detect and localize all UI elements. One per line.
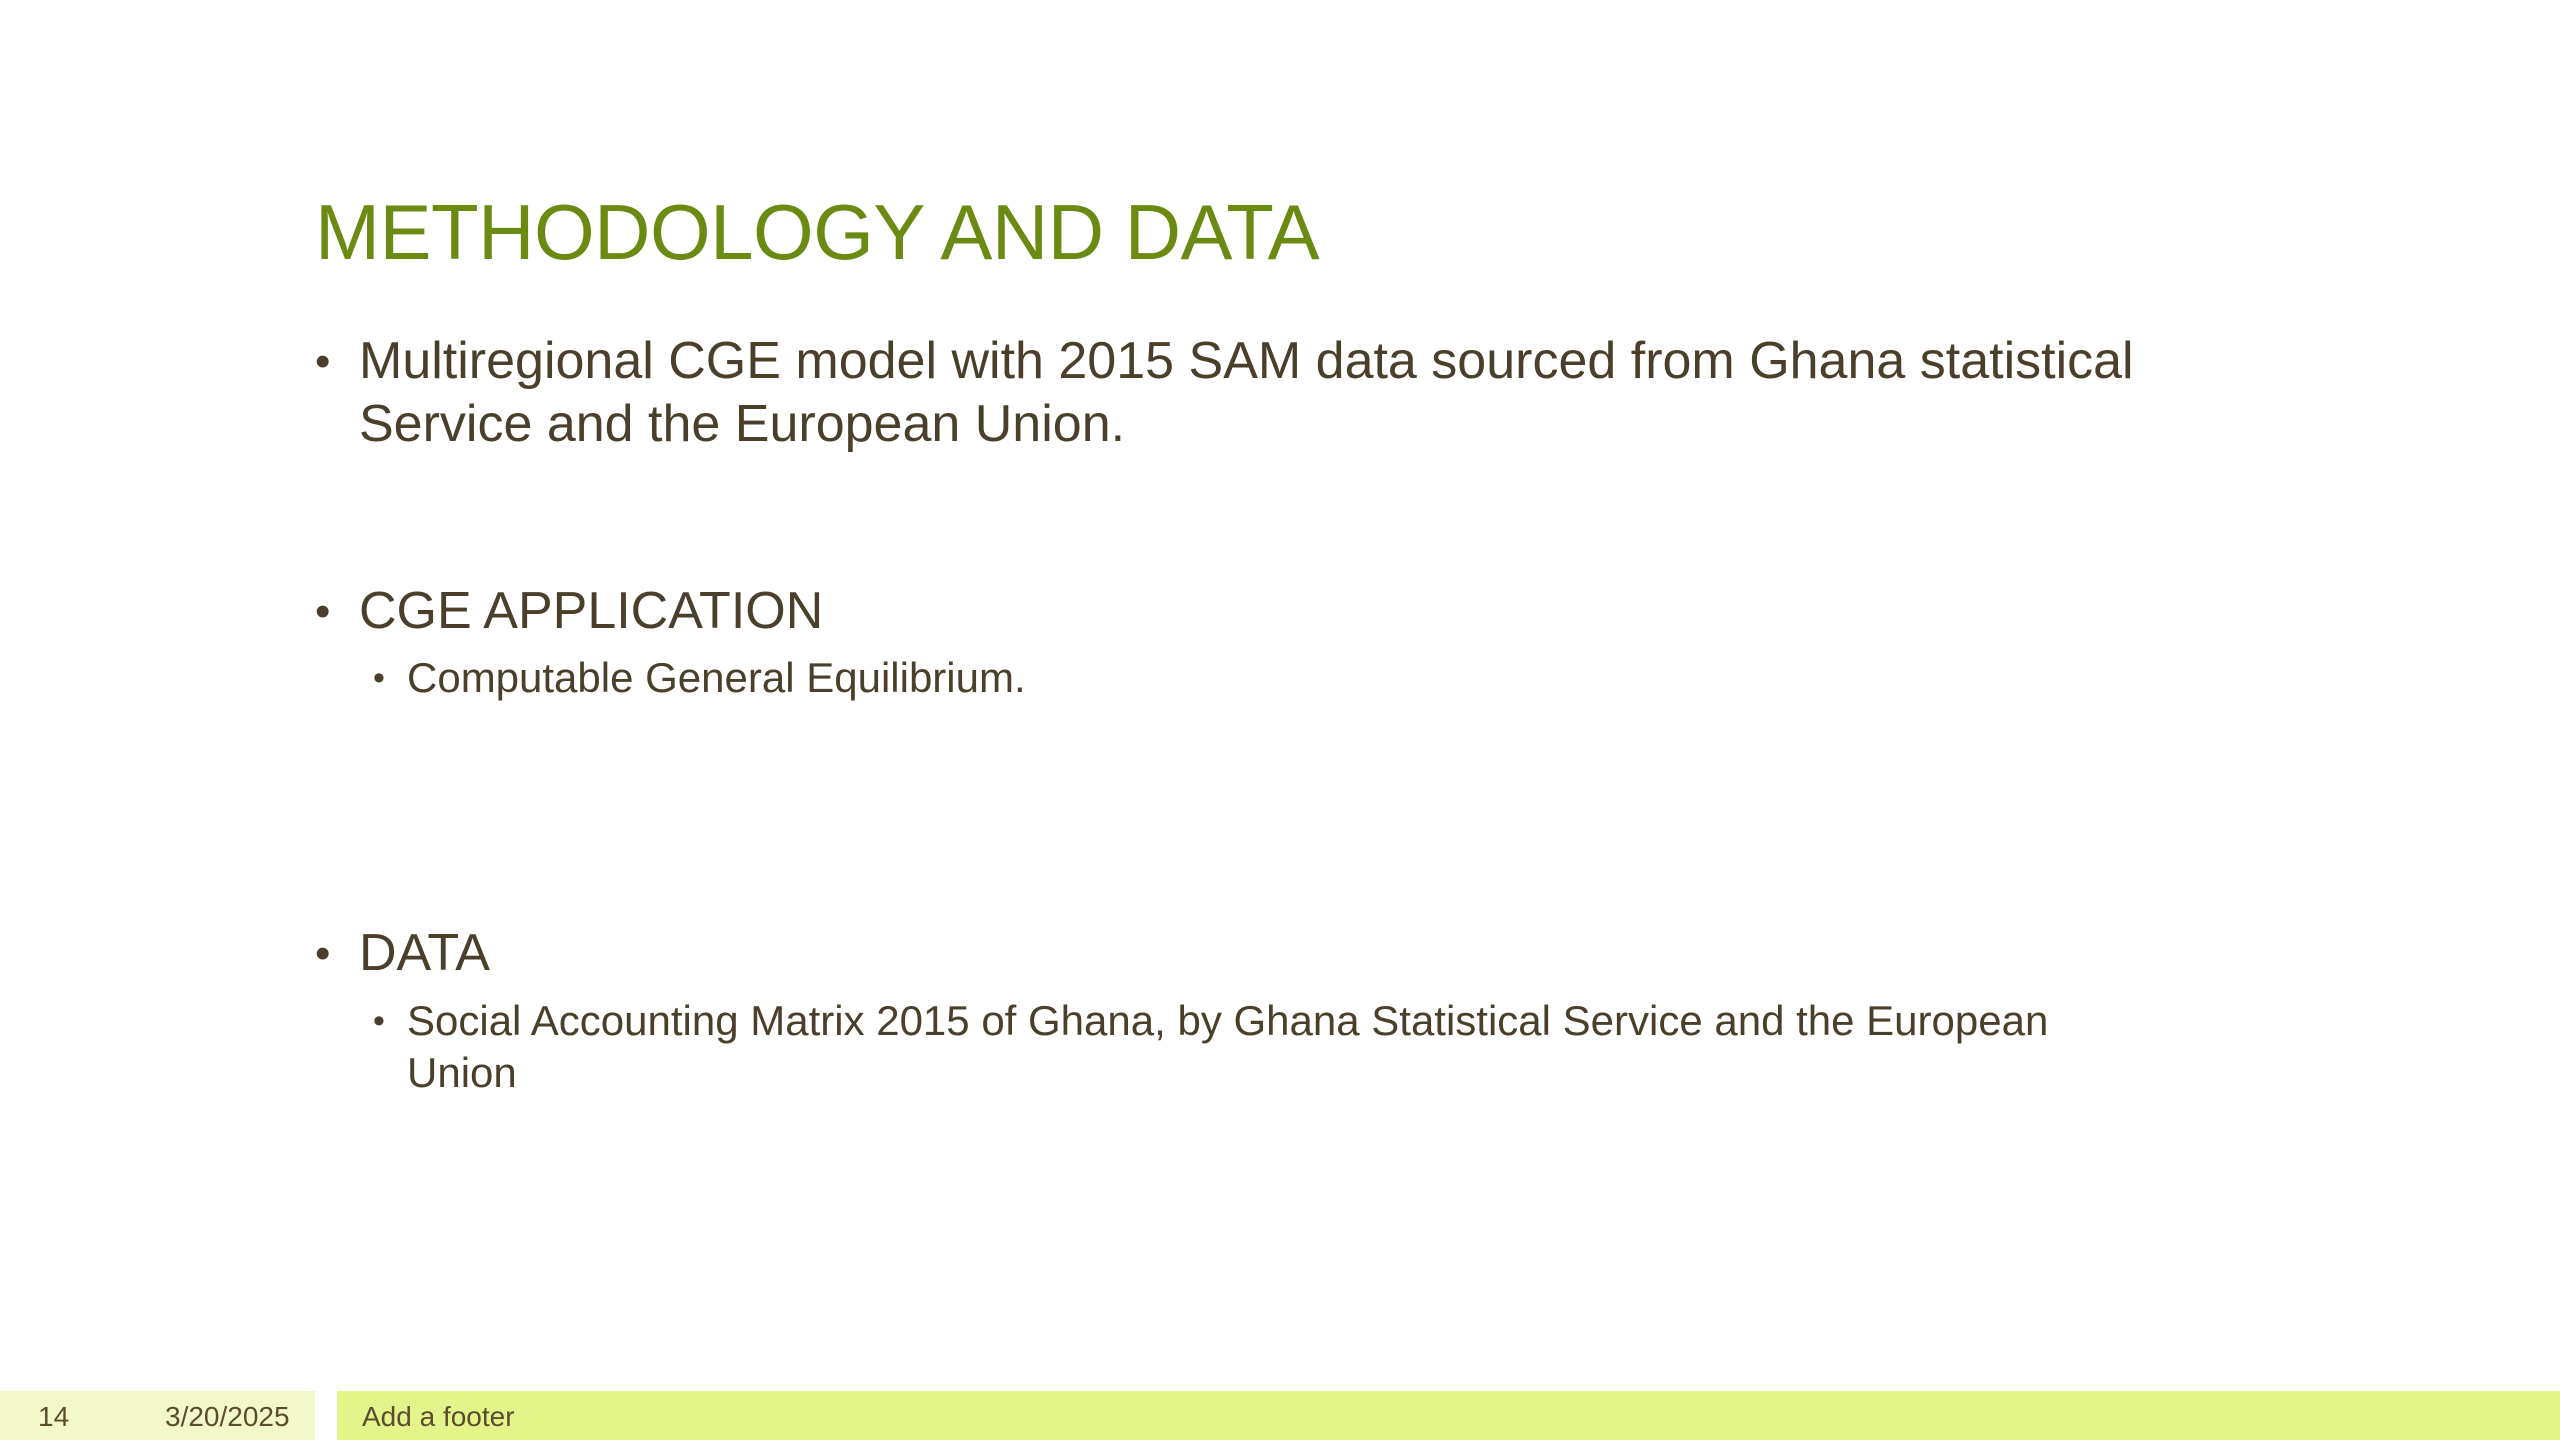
slide-title: METHODOLOGY AND DATA [315, 188, 1320, 276]
bullet-text-line: Service and the European Union. [359, 395, 1126, 453]
sub-bullet-dot-icon: • [373, 659, 385, 697]
slide-footer [0, 1391, 2560, 1440]
bullet-text: DATA [359, 924, 490, 982]
sub-bullet-item-sam [373, 995, 2048, 1099]
slide-date: 3/20/2025 [165, 1401, 290, 1432]
bullet-item-data [315, 922, 490, 985]
bullet-dot-icon: • [315, 929, 331, 978]
sub-bullet-text: Computable General Equilibrium. [407, 654, 1026, 701]
bullet-dot-icon: • [315, 337, 331, 386]
bullet-item-model [315, 330, 2134, 456]
footer-right-band [337, 1391, 2560, 1440]
footer-text[interactable]: Add a footer [362, 1401, 515, 1432]
bullet-item-cge-application [315, 580, 823, 643]
sub-bullet-item-cge [373, 652, 1026, 704]
bullet-text-line: Multiregional CGE model with 2015 SAM data sourced from Ghana statistical [359, 332, 2134, 390]
bullet-text: CGE APPLICATION [359, 582, 824, 640]
sub-bullet-text-line: Union [407, 1049, 517, 1096]
sub-bullet-dot-icon: • [373, 1002, 385, 1040]
bullet-dot-icon: • [315, 587, 331, 636]
slide-number: 14 [38, 1401, 70, 1432]
bullet-text [359, 330, 2134, 456]
sub-bullet-text [407, 995, 2048, 1099]
footer-left-band [0, 1391, 315, 1440]
sub-bullet-text-line: Social Accounting Matrix 2015 of Ghana, by Ghana Statistical Service and the European [407, 997, 2049, 1044]
